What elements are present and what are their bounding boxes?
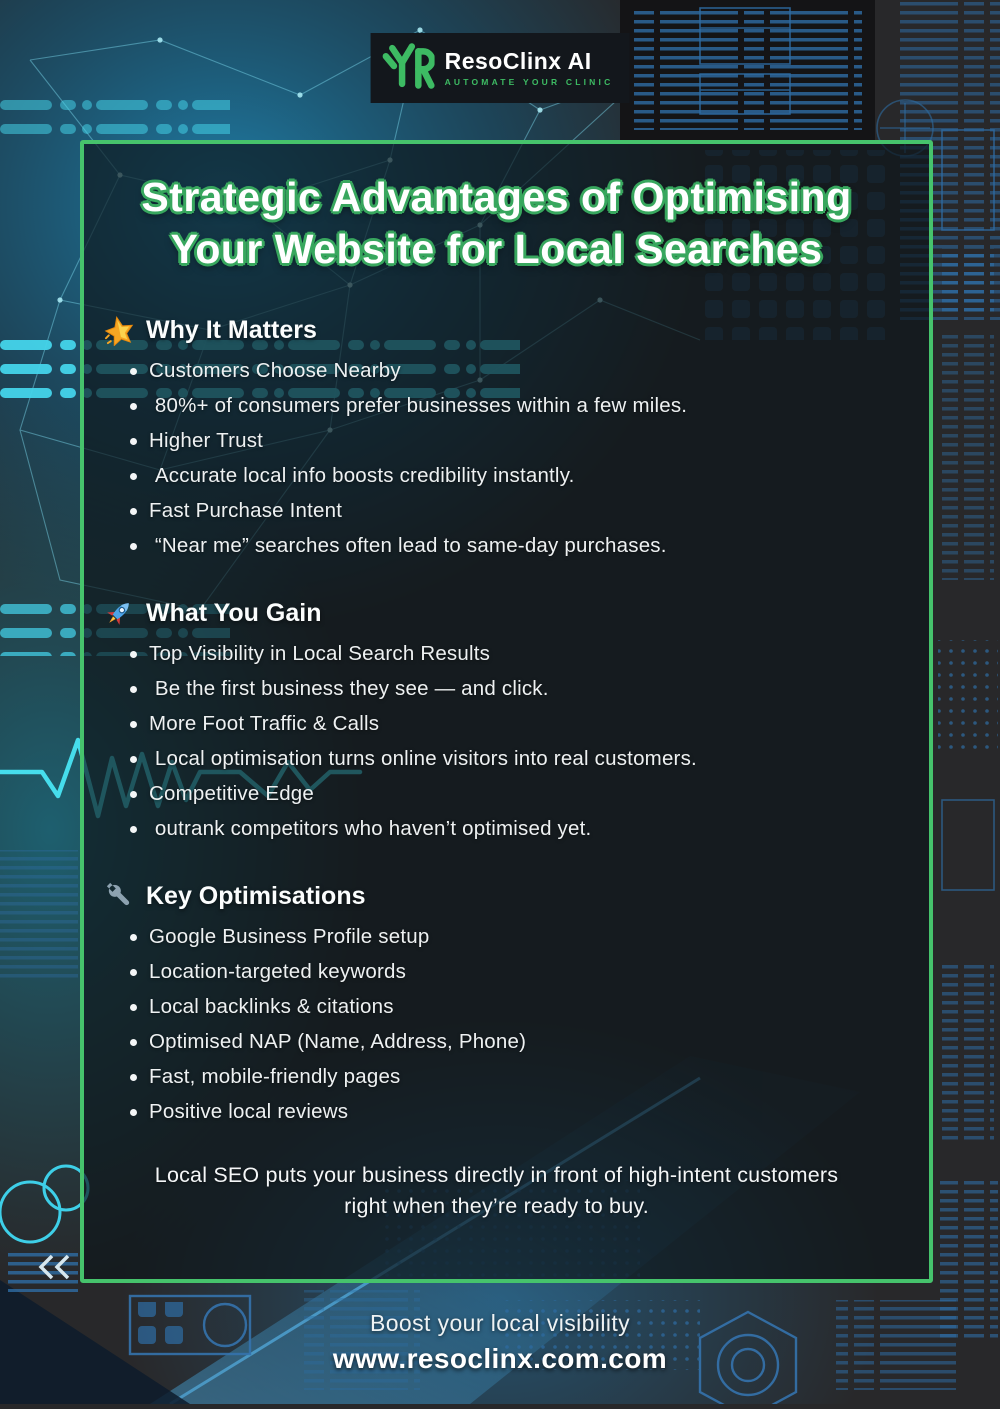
bullet-dot xyxy=(130,1074,137,1081)
poster-card xyxy=(80,140,933,1283)
wrench-icon xyxy=(104,881,135,912)
bullet-text: Competitive Edge xyxy=(149,782,315,806)
bullet-text: Local backlinks & citations xyxy=(149,995,394,1019)
bullet-item xyxy=(130,464,889,488)
closing-line1: Local SEO puts your business directly in front of high-intent customers xyxy=(154,1163,839,1188)
bullet-item xyxy=(130,534,889,558)
bullet-text: More Foot Traffic & Calls xyxy=(149,712,380,736)
section-heading-label: Why It Matters xyxy=(146,316,317,345)
bullet-text: Google Business Profile setup xyxy=(149,925,430,949)
bullet-dot xyxy=(130,756,137,763)
bullet-text: Top Visibility in Local Search Results xyxy=(149,642,491,666)
poster-title-line1: Strategic Advantages of Optimising xyxy=(141,174,852,220)
bullet-item xyxy=(130,499,889,523)
bullet-item xyxy=(130,359,889,383)
section-heading xyxy=(104,315,889,346)
bullet-text: Fast Purchase Intent xyxy=(149,499,343,523)
bullet-item xyxy=(130,782,889,806)
bullet-item xyxy=(130,995,889,1019)
star-icon xyxy=(104,315,135,346)
section-why-it-matters xyxy=(104,315,889,558)
bullet-list xyxy=(104,359,889,558)
bullet-text: “Near me” searches often lead to same-day purchases. xyxy=(149,534,667,558)
bullet-dot xyxy=(130,934,137,941)
bullet-item xyxy=(130,677,889,701)
bullet-text: Local optimisation turns online visitors into real customers. xyxy=(149,747,697,771)
bullet-text: Positive local reviews xyxy=(149,1100,349,1124)
bullet-dot xyxy=(130,721,137,728)
bullet-item xyxy=(130,394,889,418)
brand-name: ResoClinx AI xyxy=(444,47,592,74)
bullet-item xyxy=(130,1065,889,1089)
poster-title xyxy=(104,172,889,275)
bullet-dot xyxy=(130,438,137,445)
bullet-text: 80%+ of consumers prefer businesses within a few miles. xyxy=(149,394,688,418)
brand-logo xyxy=(371,33,630,103)
poster-title-line2: Your Website for Local Searches xyxy=(170,225,823,272)
bullet-item xyxy=(130,1030,889,1054)
bullet-item xyxy=(130,817,889,841)
bullet-text: Location-targeted keywords xyxy=(149,960,407,984)
section-key-optimisations xyxy=(104,881,889,1124)
bullet-text: Fast, mobile-friendly pages xyxy=(149,1065,401,1089)
footer-tagline: Boost your local visibility xyxy=(369,1310,631,1336)
bullet-dot xyxy=(130,651,137,658)
bullet-dot xyxy=(130,791,137,798)
bullet-dot xyxy=(130,969,137,976)
bullet-dot xyxy=(130,1109,137,1116)
bullet-item xyxy=(130,925,889,949)
bullet-text: Optimised NAP (Name, Address, Phone) xyxy=(149,1030,527,1054)
bullet-dot xyxy=(130,543,137,550)
section-heading-label: What You Gain xyxy=(146,599,322,628)
bullet-dot xyxy=(130,826,137,833)
bullet-dot xyxy=(130,1039,137,1046)
bullet-text: Customers Choose Nearby xyxy=(149,359,401,383)
bullet-text: Be the first business they see — and click. xyxy=(149,677,549,701)
bullet-dot xyxy=(130,403,137,410)
bullet-dot xyxy=(130,473,137,480)
section-heading-label: Key Optimisations xyxy=(146,882,366,911)
bullet-dot xyxy=(130,1004,137,1011)
brand-tagline: AUTOMATE YOUR CLINIC xyxy=(444,76,614,87)
bullet-text: Accurate local info boosts credibility instantly. xyxy=(149,464,575,488)
bullet-item xyxy=(130,642,889,666)
rocket-icon xyxy=(104,598,135,629)
bullet-item xyxy=(130,1100,889,1124)
footer-website-link[interactable]: www.resoclinx.com.com xyxy=(332,1343,668,1374)
bullet-dot xyxy=(130,508,137,515)
closing-statement xyxy=(104,1160,889,1222)
bullet-item xyxy=(130,747,889,771)
closing-line2: right when they’re ready to buy. xyxy=(344,1194,649,1219)
section-what-you-gain xyxy=(104,598,889,841)
section-heading xyxy=(104,598,889,629)
bullet-dot xyxy=(130,686,137,693)
bullet-list xyxy=(104,925,889,1124)
bullet-list xyxy=(104,642,889,841)
bullet-text: Higher Trust xyxy=(149,429,264,453)
bullet-item xyxy=(130,960,889,984)
bullet-text: outrank competitors who haven’t optimised yet. xyxy=(149,817,592,841)
bullet-item xyxy=(130,712,889,736)
brand-monogram-icon xyxy=(383,39,435,98)
bullet-dot xyxy=(130,368,137,375)
bullet-item xyxy=(130,429,889,453)
section-heading xyxy=(104,881,889,912)
